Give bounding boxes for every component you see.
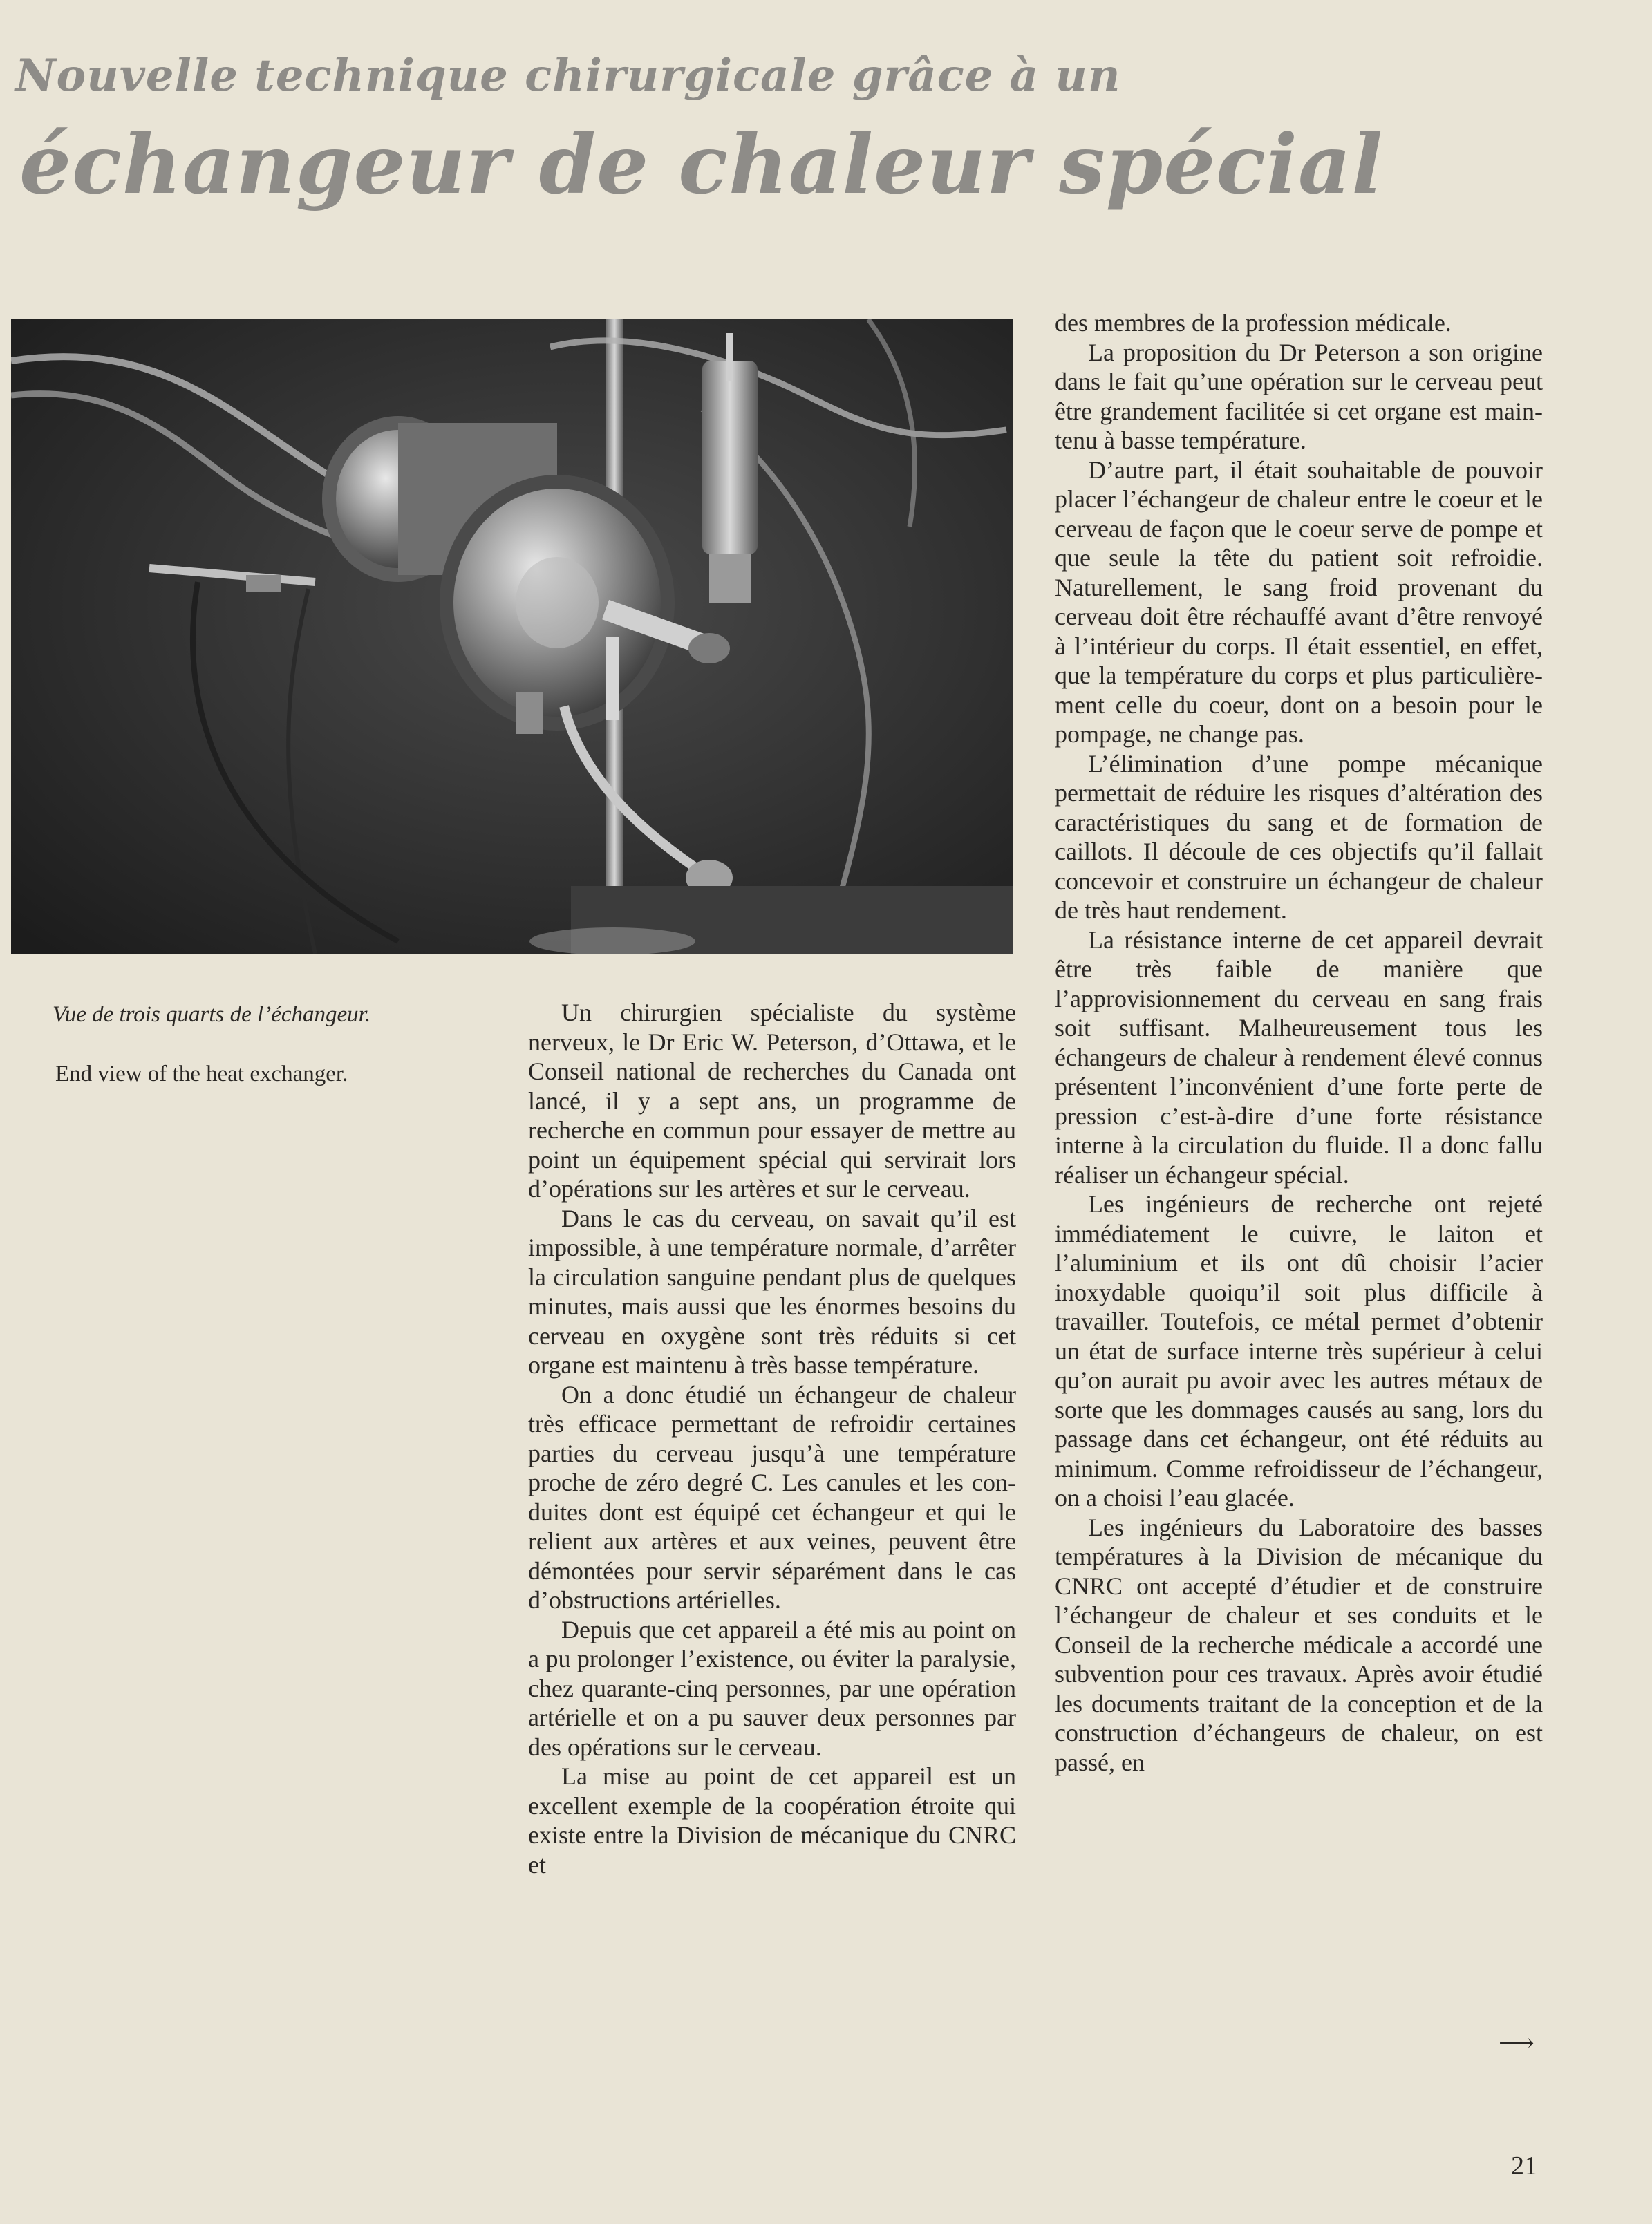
text-column-right — [1055, 308, 1543, 1777]
paragraph: La proposition du Dr Peterson a son origine dans le fait qu’une opération sur le cerveau peut être grandement facilitée si cet organe est maintenu à basse température. — [1055, 338, 1543, 454]
paragraph: L’élimination d’une pompe mécanique permettait de réduire les risques d’altération des caractéristiques du sang et de formation de caillots. Il découle de ces objectifs qu’il fallait concevoir et construire un échangeur de chaleur de très haut rendement. — [1055, 749, 1543, 924]
paragraph: On a donc étudié un échangeur de chaleur très efficace permettant de refroidir certaines parties du cerveau jusqu’à une température proche de zéro degré C. Les canules et les conduites dont est équipé cet échangeur et qui le relient aux artères et aux veines, peuvent être démontées pour servir séparément dans le cas d’obstructions artérielles. — [528, 1380, 1016, 1614]
text-column-middle — [528, 998, 1016, 1879]
title-line-2: échangeur de chaleur spécial — [19, 116, 1384, 212]
paragraph: D’autre part, il était souhaitable de pouvoir placer l’échangeur de chaleur entre le coeur et le cerveau de façon que le coeur serve de pompe et que seule la tête du patient soit refroidie. Naturellement, le sang froid provenant du cerveau doit être réchauffé avant d’être renvoyé à l’intérieur du corps. Il était essentiel, en effet, que la température du corps et plus particulièrement celle du coeur, dont on a besoin pour le pompage, ne change pas. — [1055, 455, 1543, 748]
paragraph: Dans le cas du cerveau, on savait qu’il est impossible, à une température normale, d’arrêter la circulation sanguine pendant plus de quelques minutes, mais aussi que les énormes besoins du cerveau en oxygène sont très réduits si cet organe est maintenu à très basse température. — [528, 1204, 1016, 1379]
page-number: 21 — [1511, 2151, 1537, 2180]
paragraph: Un chirurgien spécialiste du système nerveux, le Dr Eric W. Peterson, d’Ottawa, et le Conseil national de recherches du Canada ont lancé, il y a sept ans, un programme de recherche en commun pour essayer de mettre au point un équipement spécial qui servirait lors d’opérations sur les artères et sur le cerveau. — [528, 999, 1016, 1203]
paragraph: Depuis que cet appareil a été mis au point on a pu prolonger l’existence, ou éviter la paralysie, chez quarante-cinq personnes, par une opération artérielle et on a pu sauver deux personnes par des opérations sur le cerveau. — [528, 1615, 1016, 1761]
paragraph-continued: des membres de la profession médicale. — [1055, 309, 1452, 337]
paragraph: Les ingénieurs du Laboratoire des basses températures à la Division de mécanique du CNRC ont accepté d’étudier et de construire l’échangeur de chaleur et ses conduits et le Conseil de la recherche médicale a accordé une subvention pour ces travaux. Après avoir étudié les documents traitant de la conception et de la construction d’échangeurs de chaleur, on est passé, en — [1055, 1513, 1543, 1776]
paragraph: La mise au point de cet appareil est un excellent exemple de la coopération étroite qui existe entre la Division de mécanique du CNRC et — [528, 1762, 1016, 1878]
figure-caption-english: End view of the heat exchanger. — [55, 1062, 348, 1086]
heat-exchanger-photo — [11, 319, 1013, 954]
continue-arrow-icon: ⟶ — [1499, 2029, 1534, 2057]
figure-caption-french: Vue de trois quarts de l’échangeur. — [53, 1002, 371, 1027]
paragraph: Les ingénieurs de recherche ont rejeté immédiatement le cuivre, le laiton et l’aluminium et ils ont dû choisir l’acier inoxydable quoiqu’il soit plus difficile à travailler. Toutefois, ce métal permet d’obtenir un état de surface interne très supérieur à celui qu’on aurait pu avoir avec les autres métaux de sorte que les dommages causés au sang, lors du passage dans cet échangeur, ont été réduits au minimum. Comme refroidisseur de l’échangeur, on a choisi l’eau glacée. — [1055, 1190, 1543, 1511]
paragraph: La résistance interne de cet appareil devrait être très faible de manière que l’approvisionnement du cerveau en sang frais soit suffisant. Malheureusement tous les échangeurs de chaleur à rendement élevé connus présentent l’inconvénient d’une forte perte de pression c’est-à-dire d’une forte résistance interne à la circulation du fluide. Il a donc fallu réaliser un échangeur spécial. — [1055, 925, 1543, 1189]
title-line-1: Nouvelle technique chirurgicale grâce à un — [15, 50, 1121, 102]
